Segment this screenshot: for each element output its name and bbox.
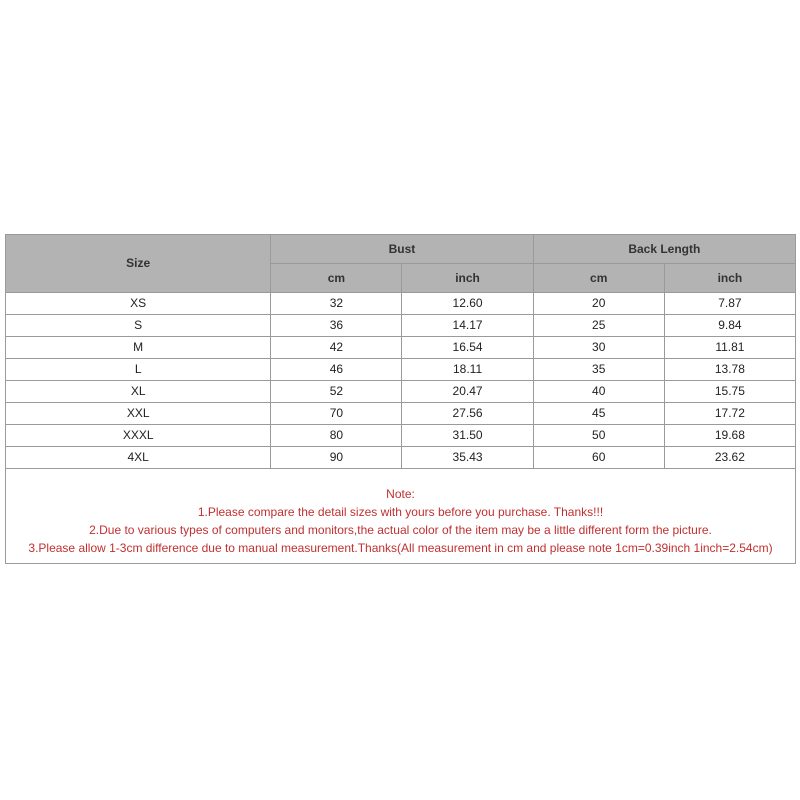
- bust-cm-cell: 70: [271, 403, 402, 425]
- bust-cm-cell: 36: [271, 315, 402, 337]
- back-inch-cell: 19.68: [664, 425, 795, 447]
- bust-inch-cell: 18.11: [402, 359, 533, 381]
- table-row: [6, 447, 796, 469]
- size-chart: [5, 234, 796, 564]
- back-cm-cell: 60: [533, 447, 664, 469]
- bust-header: Bust: [271, 235, 533, 264]
- size-cell: M: [6, 337, 271, 359]
- back-cm-header: cm: [533, 264, 664, 293]
- bust-inch-cell: 27.56: [402, 403, 533, 425]
- size-cell: XXXL: [6, 425, 271, 447]
- header-row-top: [6, 235, 796, 264]
- note-title: Note:: [386, 487, 415, 501]
- back-inch-cell: 17.72: [664, 403, 795, 425]
- back-inch-cell: 11.81: [664, 337, 795, 359]
- table-row: [6, 293, 796, 315]
- back-inch-cell: 7.87: [664, 293, 795, 315]
- back-cm-cell: 50: [533, 425, 664, 447]
- bust-inch-cell: 14.17: [402, 315, 533, 337]
- back-length-header: Back Length: [533, 235, 795, 264]
- table-row: [6, 403, 796, 425]
- table-row: [6, 381, 796, 403]
- bust-inch-cell: 31.50: [402, 425, 533, 447]
- size-cell: 4XL: [6, 447, 271, 469]
- back-inch-cell: 15.75: [664, 381, 795, 403]
- table-row: [6, 359, 796, 381]
- size-cell: XL: [6, 381, 271, 403]
- bust-inch-cell: 20.47: [402, 381, 533, 403]
- note-line-2: 2.Due to various types of computers and monitors,the actual color of the item may be a little different form the picture.: [89, 523, 712, 537]
- size-header: Size: [6, 235, 271, 293]
- notes-row: [6, 469, 796, 564]
- bust-inch-header: inch: [402, 264, 533, 293]
- size-cell: XS: [6, 293, 271, 315]
- bust-cm-cell: 42: [271, 337, 402, 359]
- back-inch-cell: 9.84: [664, 315, 795, 337]
- back-inch-cell: 13.78: [664, 359, 795, 381]
- size-cell: L: [6, 359, 271, 381]
- note-line-3: 3.Please allow 1-3cm difference due to manual measurement.Thanks(All measurement in cm and please note 1cm=0.39inch 1inch=2.54cm): [28, 541, 773, 555]
- size-cell: S: [6, 315, 271, 337]
- bust-inch-cell: 16.54: [402, 337, 533, 359]
- size-table: [5, 234, 796, 564]
- back-cm-cell: 30: [533, 337, 664, 359]
- back-cm-cell: 40: [533, 381, 664, 403]
- bust-cm-cell: 46: [271, 359, 402, 381]
- back-cm-cell: 25: [533, 315, 664, 337]
- table-row: [6, 315, 796, 337]
- note-line-1: 1.Please compare the detail sizes with yours before you purchase. Thanks!!!: [197, 505, 604, 519]
- notes-cell: [6, 469, 796, 564]
- bust-cm-header: cm: [271, 264, 402, 293]
- table-row: [6, 425, 796, 447]
- size-cell: XXL: [6, 403, 271, 425]
- back-cm-cell: 45: [533, 403, 664, 425]
- bust-cm-cell: 32: [271, 293, 402, 315]
- back-cm-cell: 35: [533, 359, 664, 381]
- back-inch-header: inch: [664, 264, 795, 293]
- bust-inch-cell: 12.60: [402, 293, 533, 315]
- back-inch-cell: 23.62: [664, 447, 795, 469]
- bust-cm-cell: 52: [271, 381, 402, 403]
- table-row: [6, 337, 796, 359]
- back-cm-cell: 20: [533, 293, 664, 315]
- bust-cm-cell: 80: [271, 425, 402, 447]
- bust-cm-cell: 90: [271, 447, 402, 469]
- bust-inch-cell: 35.43: [402, 447, 533, 469]
